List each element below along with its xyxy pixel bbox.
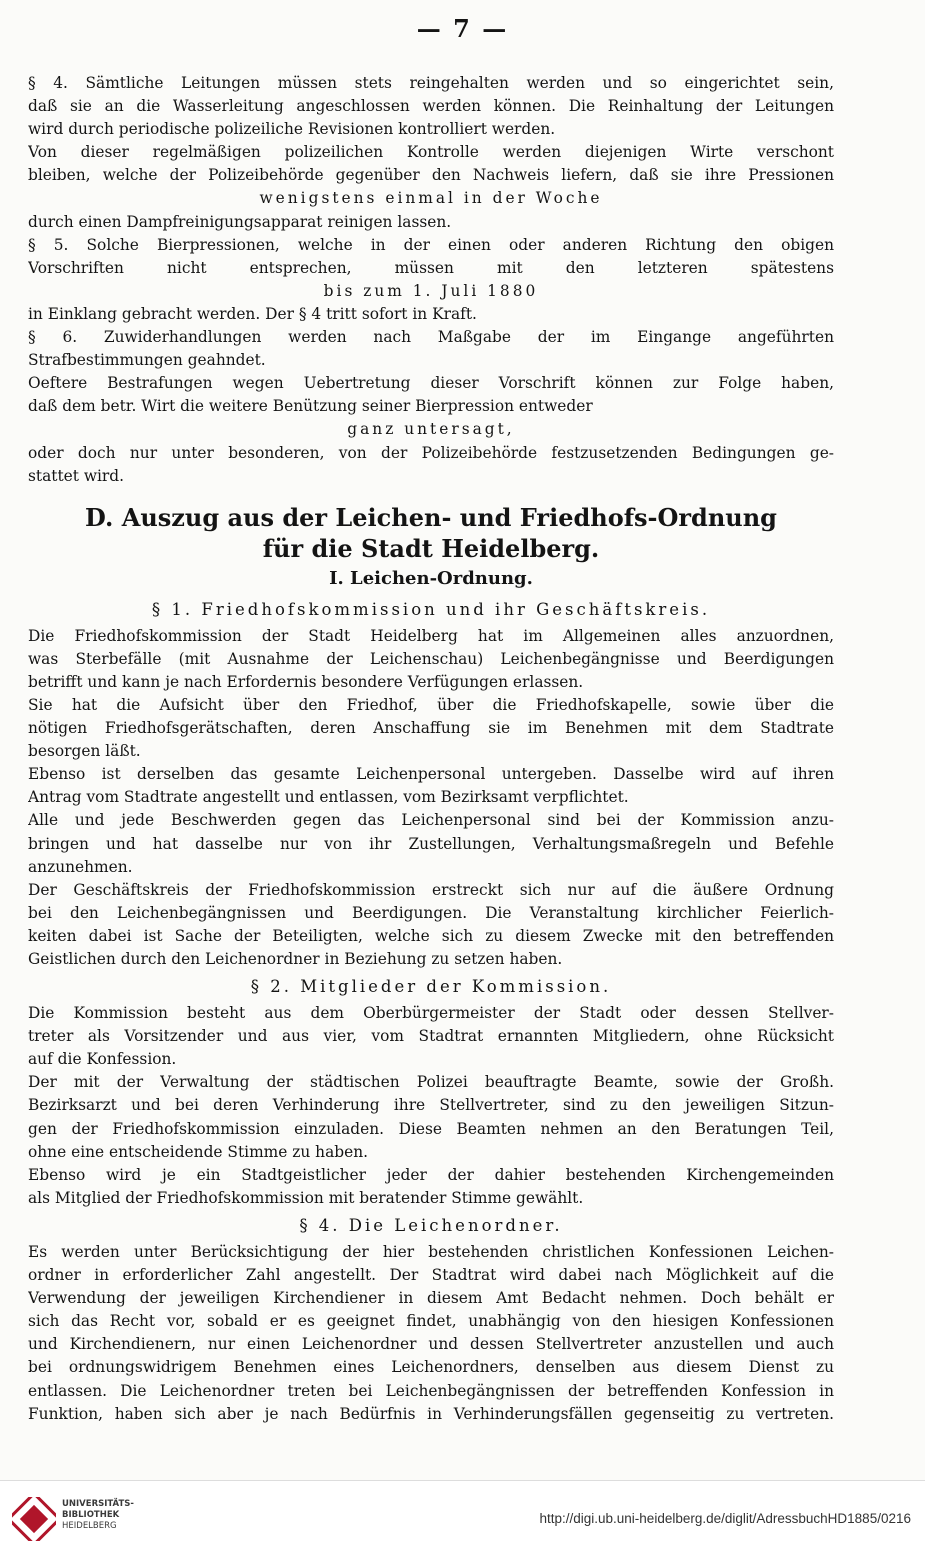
text-line: Von dieser regelmäßigen polizeilichen Kontrolle werden diejenigen Wirte verschont [28,143,834,162]
text-line: daß sie an die Wasserleitung angeschlossen werden können. Die Reinhaltung der Leitungen [28,97,834,116]
text-line: daß dem betr. Wirt die weitere Benützung seiner Bierpression entweder [28,397,593,416]
text-line: Der mit der Verwaltung der städtischen Polizei beauftragte Beamte, sowie der Großh. [28,1073,834,1092]
text-line: auf die Konfession. [28,1050,177,1069]
emphasized-line: bis zum 1. Juli 1880 [323,281,539,300]
text-line: Ebenso wird je ein Stadtgeistlicher jeder der dahier bestehenden Kirchengemeinden [28,1165,834,1184]
text-line: Antrag vom Stadtrate angestellt und entlassen, vom Bezirksamt verpflichtet. [28,788,629,807]
text-line: gen der Friedhofskommission einzuladen. Diese Beamten nehmen an den Beratungen Teil, [28,1119,834,1138]
text-line: ohne eine entscheidende Stimme zu haben. [28,1142,369,1161]
chapter-heading: D. Auszug aus der Leichen- und Friedhofs-Ordnung [85,502,777,532]
text-line: ordner in erforderlicher Zahl angestellt. Der Stadtrat wird dabei nach Möglichkeit auf die [28,1266,834,1285]
library-name-line: BIBLIOTHEK [62,1510,120,1520]
text-line: was Sterbefälle (mit Ausnahme der Leichenschau) Leichenbegängnisse und Beerdigungen [28,649,834,668]
text-line: Alle und jede Beschwerden gegen das Leichenpersonal sind bei der Kommission anzu- [28,811,834,830]
text-line: Der Geschäftskreis der Friedhofskommission erstreckt sich nur auf die äußere Ordnung [28,880,834,899]
text-line: Ebenso ist derselben das gesamte Leichenpersonal untergeben. Dasselbe wird auf ihren [28,765,834,784]
library-name-line: UNIVERSITÄTS- [62,1499,134,1509]
text-line: Funktion, haben sich aber je nach Bedürfnis in Verhinderungsfällen gegenseitig zu vertreten. [28,1404,834,1423]
library-name [62,1499,134,1532]
library-name-line: HEIDELBERG [62,1521,117,1531]
text-line: wird durch periodische polizeiliche Revisionen kontrolliert werden. [28,120,556,139]
text-line: und Kirchendienern, nur einen Leichenordner und dessen Stellvertreter anzustellen und auch [28,1335,834,1354]
text-line: Bezirksarzt und bei deren Verhinderung ihre Stellvertreter, sind zu den jeweiligen Sitzun- [28,1096,834,1115]
text-line: bleiben, welche der Polizeibehörde gegenüber den Nachweis liefern, daß sie ihre Pressionen [28,166,834,185]
text-line: § 4. Sämtliche Leitungen müssen stets reingehalten werden und so eingerichtet sein, [28,74,834,92]
text-line: oder doch nur unter besonderen, von der Polizeibehörde festzusetzenden Bedingungen ge- [28,443,834,462]
section-heading: § 4. Die Leichenordner. [299,1215,563,1235]
section-heading: § 2. Mitglieder der Kommission. [250,977,612,997]
emphasized-line: wenigstens einmal in der Woche [259,189,603,208]
text-line: Vorschriften nicht entsprechen, müssen mit den letzteren spätestens [28,258,834,277]
text-line: stattet wird. [28,466,125,485]
text-line: bringen und hat dasselbe nur von ihr Zustellungen, Verhaltungsmaßregeln und Befehle [28,834,834,853]
text-line: Die Friedhofskommission der Stadt Heidelberg hat im Allgemeinen alles anzuordnen, [28,626,834,645]
viewer-footer [0,1480,925,1560]
text-line: durch einen Dampfreinigungsapparat reinigen lassen. [28,212,452,231]
text-line: besorgen läßt. [28,742,141,761]
university-library-logo-icon [12,1497,56,1541]
subchapter-heading: I. Leichen-Ordnung. [329,567,533,589]
text-line: keiten dabei ist Sache der Beteiligten, welche sich zu diesem Zwecke mit den betreffenden [28,926,834,945]
text-line: sich das Recht vor, sobald er es geeignet findet, unabhängig von den hiesigen Konfessionen [28,1312,834,1331]
page-number: — 7 — [416,14,509,43]
text-line: § 5. Solche Bierpressionen, welche in der einen oder anderen Richtung den obigen [28,235,834,254]
text-line: Verwendung der jeweiligen Kirchendiener in diesem Amt Bedacht nehmen. Doch behält er [28,1289,834,1308]
text-line: Es werden unter Berücksichtigung der hier bestehenden christlichen Konfessionen Leichen- [28,1242,834,1261]
text-line: Sie hat die Aufsicht über den Friedhof, über die Friedhofskapelle, sowie über die [28,695,834,714]
text-line: bei ordnungswidrigem Benehmen eines Leichenordners, denselben aus diesem Dienst zu [28,1358,834,1377]
text-line: betrifft und kann je nach Erfordernis besondere Verfügungen erlassen. [28,672,584,691]
text-line: nötigen Friedhofsgerätschaften, deren Anschaffung sie im Benehmen mit dem Stadtrate [28,719,834,738]
text-line: Oeftere Bestrafungen wegen Uebertretung dieser Vorschrift können zur Folge haben, [28,374,834,393]
text-line: Die Kommission besteht aus dem Oberbürgermeister der Stadt oder dessen Stellver- [28,1004,834,1023]
text-line: treter als Vorsitzender und aus vier, vom Stadtrat ernannten Mitgliedern, ohne Rücksicht [28,1027,834,1046]
text-line: anzunehmen. [28,857,133,876]
text-line: § 6. Zuwiderhandlungen werden nach Maßgabe der im Eingange angeführten [28,328,834,347]
text-line: Geistlichen durch den Leichenordner in Beziehung zu setzen haben. [28,950,563,968]
permalink-url[interactable]: http://digi.ub.uni-heidelberg.de/diglit/AdressbuchHD1885/0216 [539,1511,911,1526]
emphasized-line: ganz untersagt, [347,420,515,439]
text-line: als Mitglied der Friedhofskommission mit beratender Stimme gewählt. [28,1188,584,1207]
text-line: entlassen. Die Leichenordner treten bei Leichenbegängnissen der betreffenden Konfession in [28,1381,834,1400]
text-line: Strafbestimmungen geahndet. [28,351,266,370]
text-line: bei den Leichenbegängnissen und Beerdigungen. Die Veranstaltung kirchlicher Feierlich- [28,903,834,922]
section-heading: § 1. Friedhofskommission und ihr Geschäftskreis. [151,599,711,619]
text-line: in Einklang gebracht werden. Der § 4 tritt sofort in Kraft. [28,304,477,323]
page-body-text [28,72,834,1426]
chapter-heading: für die Stadt Heidelberg. [262,533,600,563]
